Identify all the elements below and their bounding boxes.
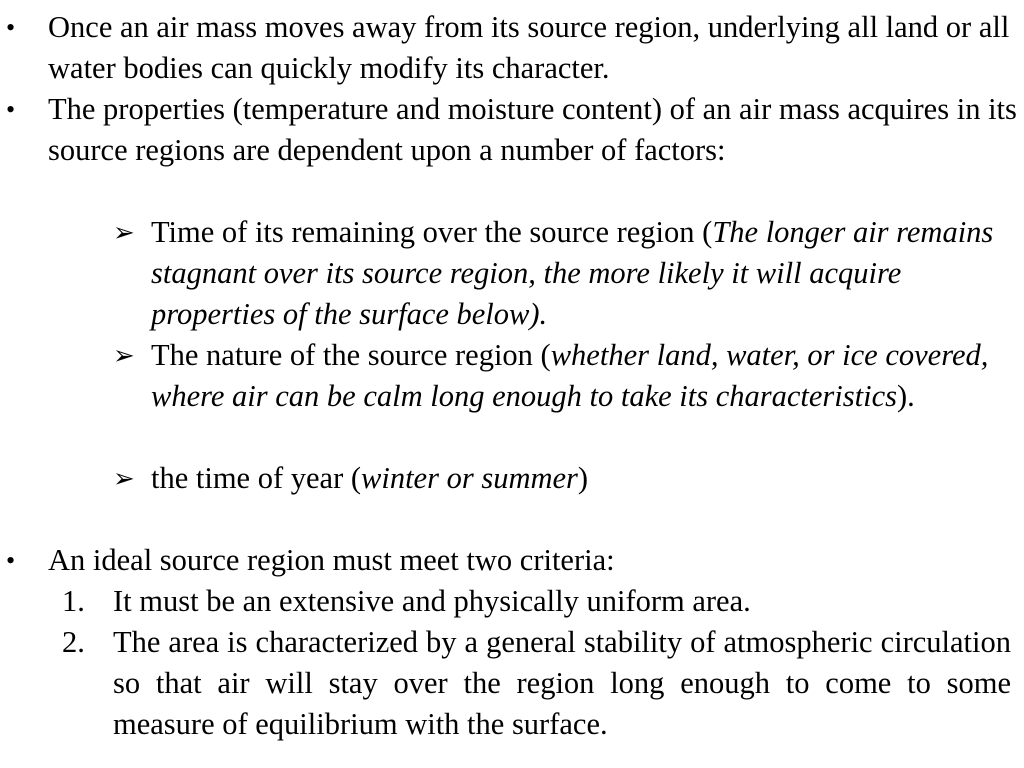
criteria-item: [62, 581, 1011, 622]
bullet-icon: •: [6, 13, 16, 42]
arrow-bullet-icon: ➢: [113, 341, 135, 370]
bullet-item: [6, 540, 1018, 581]
factor-italic-text: whether land, water, or ice covered, where air can be calm long enough to take its characteristics: [151, 338, 989, 413]
factor-italic-text: winter or summer: [361, 461, 578, 495]
arrow-bullet-icon: ➢: [113, 464, 135, 493]
bullet-icon: •: [6, 546, 16, 575]
bullet-text: The properties (temperature and moisture content) of an air mass acquires in its source regions are dependent upon a number of factors:: [48, 92, 1017, 167]
factor-italic-text: The longer air remains stagnant over its source region, the more likely it will acquire properties of the surface below).: [151, 215, 994, 331]
factor-suffix: ).: [896, 379, 915, 413]
criteria-text: It must be an extensive and physically uniform area.: [113, 584, 751, 618]
criteria-number: 1.: [62, 584, 85, 618]
bullet-text: Once an air mass moves away from its source region, underlying all land or all water bodies can quickly modify its character.: [48, 10, 1010, 85]
criteria-number: 2.: [62, 625, 85, 659]
bullet-item: [6, 89, 1018, 171]
criteria-item: [62, 622, 1011, 745]
bullet-icon: •: [6, 95, 16, 124]
factor-text: the time of year (: [151, 461, 362, 495]
factor-text: Time of its remaining over the source region (: [151, 215, 713, 249]
factor-item: [113, 458, 1011, 499]
arrow-bullet-icon: ➢: [113, 218, 135, 247]
factor-item: [113, 335, 1011, 417]
bullet-item: [6, 7, 1018, 89]
factor-text: The nature of the source region (: [151, 338, 551, 372]
bullet-text: An ideal source region must meet two criteria:: [48, 543, 615, 577]
factor-item: [113, 212, 1011, 335]
criteria-text: The area is characterized by a general stability of atmospheric circulation so that air will stay over the region long enough to come to some measure of equilibrium with the surface.: [113, 625, 1011, 741]
factor-suffix: ): [577, 461, 589, 495]
